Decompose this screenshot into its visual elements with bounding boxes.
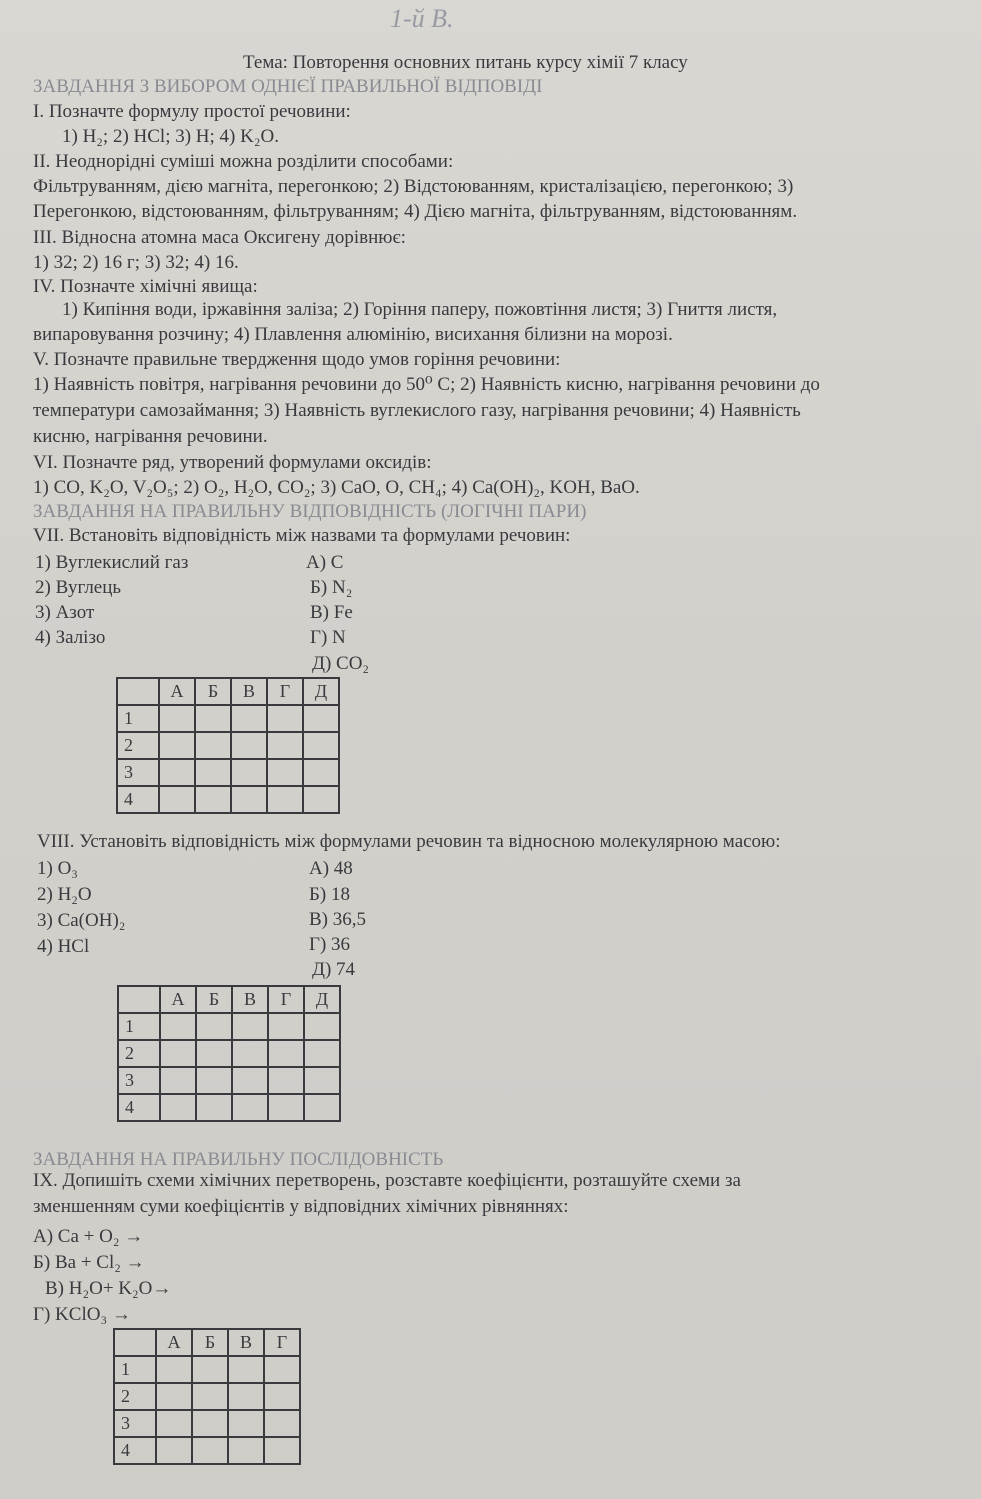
grid-header-cell: А xyxy=(159,678,195,705)
grid-row-label: 2 xyxy=(117,732,159,759)
q9-item: В) H₂O+ K₂O→ xyxy=(45,1278,172,1299)
grid-header-cell: А xyxy=(160,986,196,1013)
grid-header-cell: Г xyxy=(268,986,304,1013)
q3-text: ІІІ. Відносна атомна маса Оксигену дорівнює: xyxy=(33,227,406,248)
grid-answer-cell[interactable] xyxy=(267,705,303,732)
grid-answer-cell[interactable] xyxy=(228,1356,264,1383)
q8-right-item: Д) 74 xyxy=(312,959,356,980)
page-title: Тема: Повторення основних питань курсу хімії 7 класу xyxy=(243,52,688,73)
q8-right-item: В) 36,5 xyxy=(309,909,366,930)
q7-right-item: А) C xyxy=(306,552,344,573)
q5-answers-line1: 1) Наявність повітря, нагрівання речовини до 50⁰ С; 2) Наявність кисню, нагрівання речовини до xyxy=(33,374,820,395)
grid-answer-cell[interactable] xyxy=(156,1410,192,1437)
grid-answer-cell[interactable] xyxy=(232,1067,268,1094)
grid-answer-cell[interactable] xyxy=(303,759,339,786)
q5-answers-line3: кисню, нагрівання речовини. xyxy=(33,426,268,447)
grid-answer-cell[interactable] xyxy=(231,732,267,759)
grid-answer-cell[interactable] xyxy=(195,759,231,786)
grid-header-cell: Г xyxy=(264,1329,300,1356)
q1-text: І. Позначте формулу простої речовини: xyxy=(33,101,351,122)
grid-header-cell: Б xyxy=(196,986,232,1013)
grid-answer-cell[interactable] xyxy=(268,1013,304,1040)
q5-text: V. Позначте правильне твердження щодо умов горіння речовини: xyxy=(33,349,561,370)
grid-row-label: 1 xyxy=(114,1356,156,1383)
grid-row-label: 3 xyxy=(117,759,159,786)
grid-answer-cell[interactable] xyxy=(232,1094,268,1121)
q5-answers-line2: температури самозаймання; 3) Наявність вуглекислого газу, нагрівання речовини; 4) Наявність xyxy=(33,400,801,421)
handwritten-note: 1-й В. xyxy=(390,4,454,33)
grid-answer-cell[interactable] xyxy=(192,1356,228,1383)
q3-answers: 1) 32; 2) 16 г; 3) 32; 4) 16. xyxy=(33,252,239,273)
grid-answer-cell[interactable] xyxy=(264,1437,300,1464)
grid-answer-cell[interactable] xyxy=(192,1383,228,1410)
grid-answer-cell[interactable] xyxy=(228,1437,264,1464)
grid-answer-cell[interactable] xyxy=(196,1013,232,1040)
grid-answer-cell[interactable] xyxy=(159,759,195,786)
q9-item: Б) Ba + Cl₂ → xyxy=(33,1252,145,1273)
q6-text: VI. Позначте ряд, утворений формулами оксидів: xyxy=(33,452,432,473)
grid-answer-cell[interactable] xyxy=(268,1094,304,1121)
grid-answer-cell[interactable] xyxy=(192,1437,228,1464)
grid-answer-cell[interactable] xyxy=(268,1067,304,1094)
grid-row-label: 1 xyxy=(117,705,159,732)
q9-item: А) Ca + O₂ → xyxy=(33,1226,144,1247)
q8-right-item: Г) 36 xyxy=(309,934,351,955)
grid-answer-cell[interactable] xyxy=(264,1383,300,1410)
grid-answer-cell[interactable] xyxy=(231,759,267,786)
q1-answers: 1) H₂; 2) HCl; 3) H; 4) K₂O. xyxy=(62,126,279,147)
q7-right-item: Б) N₂ xyxy=(310,577,353,598)
q8-left-item: 1) O₃ xyxy=(37,858,78,879)
grid-header-cell xyxy=(114,1329,156,1356)
q7-right-item: В) Fe xyxy=(310,602,353,623)
grid-answer-cell[interactable] xyxy=(159,786,195,813)
grid-header-cell: Д xyxy=(303,678,339,705)
grid-answer-cell[interactable] xyxy=(195,705,231,732)
grid-header-cell: Д xyxy=(304,986,340,1013)
q4-answers-line2: випаровування розчину; 4) Плавлення алюмінію, висихання білизни на морозі. xyxy=(33,324,673,345)
grid-answer-cell[interactable] xyxy=(232,1013,268,1040)
grid-row-label: 1 xyxy=(118,1013,160,1040)
grid-header-cell: В xyxy=(228,1329,264,1356)
grid-row-label: 4 xyxy=(118,1094,160,1121)
q2-answers-line1: Фільтруванням, дією магніта, перегонкою; 2) Відстоюванням, кристалізацією, перегонкою; 3) xyxy=(33,176,794,197)
q7-right-item: Д) CO₂ xyxy=(312,653,370,674)
grid-answer-cell[interactable] xyxy=(228,1410,264,1437)
q8-left-item: 2) H₂O xyxy=(37,884,92,905)
grid-answer-cell[interactable] xyxy=(303,786,339,813)
q8-text: VIII. Установіть відповідність між формулами речовин та відносною молекулярною масою: xyxy=(37,831,781,852)
grid-answer-cell[interactable] xyxy=(195,786,231,813)
answer-grid-q8 xyxy=(117,985,341,1122)
grid-answer-cell[interactable] xyxy=(232,1040,268,1067)
q9-text-line1: IX. Допишіть схеми хімічних перетворень, розставте коефіцієнти, розташуйте схеми за xyxy=(33,1170,741,1191)
grid-row-label: 2 xyxy=(118,1040,160,1067)
q7-text: VII. Встановіть відповідність між назвами та формулами речовин: xyxy=(33,525,571,546)
q9-item: Г) KClO₃ → xyxy=(33,1304,131,1325)
grid-row-label: 3 xyxy=(114,1410,156,1437)
grid-answer-cell[interactable] xyxy=(268,1040,304,1067)
answer-grid-q9 xyxy=(113,1328,301,1465)
grid-header-cell xyxy=(117,678,159,705)
grid-answer-cell[interactable] xyxy=(231,705,267,732)
q2-text: ІІ. Неоднорідні суміші можна розділити способами: xyxy=(33,151,454,172)
q7-right-item: Г) N xyxy=(310,627,346,648)
q2-answers-line2: Перегонкою, відстоюванням, фільтруванням; 4) Дією магніта, фільтруванням, відстоюванням. xyxy=(33,201,798,222)
grid-row-label: 2 xyxy=(114,1383,156,1410)
q8-right-item: Б) 18 xyxy=(309,884,350,905)
grid-answer-cell[interactable] xyxy=(159,705,195,732)
grid-answer-cell[interactable] xyxy=(303,705,339,732)
grid-answer-cell[interactable] xyxy=(196,1040,232,1067)
grid-row-label: 3 xyxy=(118,1067,160,1094)
grid-answer-cell[interactable] xyxy=(160,1094,196,1121)
grid-answer-cell[interactable] xyxy=(195,732,231,759)
q4-answers-line1: 1) Кипіння води, іржавіння заліза; 2) Горіння паперу, пожовтіння листя; 3) Гниття листя, xyxy=(62,299,778,320)
q8-left-item: 4) HCl xyxy=(37,936,90,957)
grid-answer-cell[interactable] xyxy=(156,1383,192,1410)
grid-header-cell: В xyxy=(231,678,267,705)
section3-heading: ЗАВДАННЯ НА ПРАВИЛЬНУ ПОСЛІДОВНІСТЬ xyxy=(33,1149,444,1170)
grid-answer-cell[interactable] xyxy=(264,1410,300,1437)
grid-header-cell: Б xyxy=(192,1329,228,1356)
grid-answer-cell[interactable] xyxy=(160,1013,196,1040)
grid-answer-cell[interactable] xyxy=(228,1383,264,1410)
q8-right-item: А) 48 xyxy=(309,858,353,879)
grid-answer-cell[interactable] xyxy=(156,1437,192,1464)
q7-left-item: 4) Залізо xyxy=(35,627,106,648)
grid-answer-cell[interactable] xyxy=(303,732,339,759)
grid-answer-cell[interactable] xyxy=(156,1356,192,1383)
section1-heading: ЗАВДАННЯ З ВИБОРОМ ОДНІЄЇ ПРАВИЛЬНОЇ ВІДПОВІДІ xyxy=(33,76,543,97)
q7-left-item: 1) Вуглекислий газ xyxy=(35,552,189,573)
q9-text-line2: зменшенням суми коефіцієнтів у відповідних хімічних рівняннях: xyxy=(33,1196,569,1217)
grid-answer-cell[interactable] xyxy=(196,1067,232,1094)
grid-answer-cell[interactable] xyxy=(159,732,195,759)
grid-header-cell: Б xyxy=(195,678,231,705)
grid-row-label: 4 xyxy=(117,786,159,813)
q7-left-item: 3) Азот xyxy=(35,602,95,623)
grid-answer-cell[interactable] xyxy=(304,1013,340,1040)
grid-answer-cell[interactable] xyxy=(196,1094,232,1121)
q7-left-item: 2) Вуглець xyxy=(35,577,122,598)
grid-row-label: 4 xyxy=(114,1437,156,1464)
q4-text: IV. Позначте хімічні явища: xyxy=(33,276,258,297)
grid-header-cell: В xyxy=(232,986,268,1013)
grid-answer-cell[interactable] xyxy=(160,1040,196,1067)
grid-answer-cell[interactable] xyxy=(304,1067,340,1094)
q8-left-item: 3) Ca(OH)₂ xyxy=(37,910,126,931)
section2-heading: ЗАВДАННЯ НА ПРАВИЛЬНУ ВІДПОВІДНІСТЬ (ЛОГІЧНІ ПАРИ) xyxy=(33,501,587,522)
grid-answer-cell[interactable] xyxy=(231,786,267,813)
grid-answer-cell[interactable] xyxy=(267,786,303,813)
grid-answer-cell[interactable] xyxy=(304,1094,340,1121)
grid-header-cell: Г xyxy=(267,678,303,705)
q6-answers: 1) CO, K₂O, V₂O₅; 2) O₂, H₂O, CO₂; 3) CaO, O, CH₄; 4) Ca(OH)₂, KOH, BaO. xyxy=(33,477,640,498)
grid-answer-cell[interactable] xyxy=(267,732,303,759)
grid-answer-cell[interactable] xyxy=(264,1356,300,1383)
grid-header-cell: А xyxy=(156,1329,192,1356)
grid-header-cell xyxy=(118,986,160,1013)
grid-answer-cell[interactable] xyxy=(160,1067,196,1094)
grid-answer-cell[interactable] xyxy=(267,759,303,786)
grid-answer-cell[interactable] xyxy=(304,1040,340,1067)
grid-answer-cell[interactable] xyxy=(192,1410,228,1437)
answer-grid-q7 xyxy=(116,677,340,814)
